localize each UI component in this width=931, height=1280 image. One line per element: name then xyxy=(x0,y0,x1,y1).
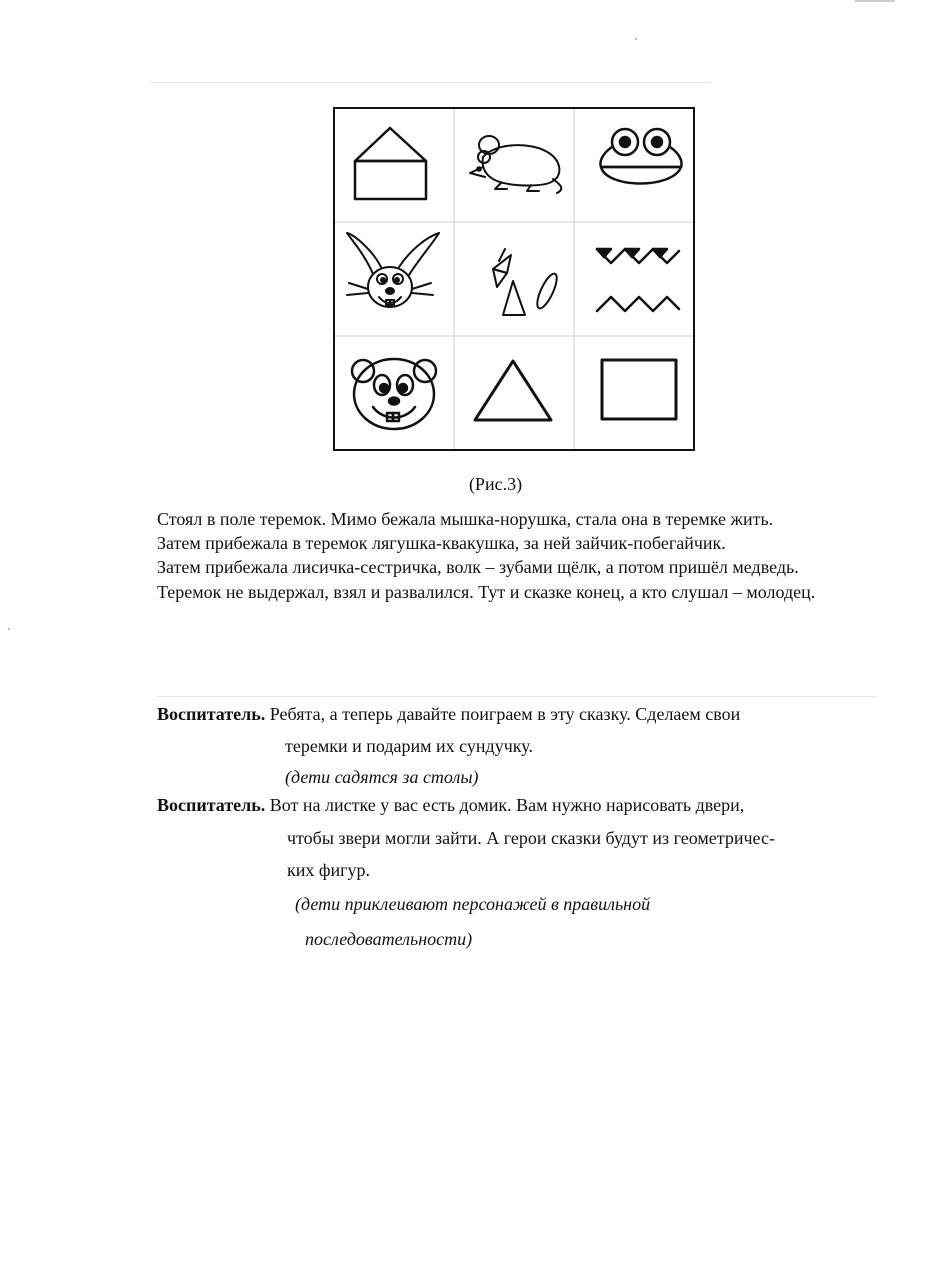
speaker-label: Воспитатель. xyxy=(157,704,266,724)
square-icon xyxy=(602,360,676,419)
triangle-icon xyxy=(475,361,551,420)
dialogue-text: чтобы звери могли зайти. А герои сказки будут из геометричес- xyxy=(287,828,775,848)
speaker-label: Воспитатель. xyxy=(157,795,266,815)
house-icon xyxy=(355,128,426,199)
story-text xyxy=(157,507,857,604)
story-line: Затем прибежала в теремок лягушка-квакушка, за ней зайчик-побегайчик. xyxy=(157,533,726,554)
dialogue-text: теремки и подарим их сундучку. xyxy=(285,736,533,756)
story-line: Стоял в поле теремок. Мимо бежала мышка-норушка, стала она в теремке жить. xyxy=(157,509,774,529)
dialogue-text: Вот на листке у вас есть домик. Вам нужно нарисовать двери, xyxy=(269,795,745,815)
story-line: Теремок не выдержал, взял и развалился. Тут и сказке конец, а кто слушал – молодец. xyxy=(157,581,816,602)
figure-grid xyxy=(333,107,695,451)
zigzag-icon xyxy=(597,249,679,311)
dialogue-text: ких фигур. xyxy=(287,860,371,880)
scan-speck xyxy=(635,38,637,40)
stage-note: последовательности) xyxy=(305,929,473,949)
stage-note: (дети садятся за столы) xyxy=(285,767,479,787)
stage-note: (дети приклеивают персонажей в правильной xyxy=(295,894,651,914)
fox-shapes-icon xyxy=(493,249,560,315)
rabbit-icon xyxy=(347,233,439,307)
story-line: Затем прибежала лисичка-сестричка, волк – зубами щёлк, а потом пришёл медведь. xyxy=(157,557,799,578)
dialogue-text: Ребята, а теперь давайте поиграем в эту сказку. Сделаем свои xyxy=(269,704,741,724)
dialogue-line xyxy=(157,704,740,725)
bear-icon xyxy=(352,359,436,429)
mouse-icon xyxy=(470,136,561,193)
figure-caption: (Рис.3) xyxy=(468,474,523,494)
frog-icon xyxy=(600,129,681,184)
scan-speck xyxy=(8,628,10,630)
figure-grid-drawing xyxy=(335,109,693,449)
scan-speck xyxy=(150,82,710,83)
dialogue-line xyxy=(157,795,744,816)
scan-speck xyxy=(157,696,877,697)
scan-speck xyxy=(855,0,895,2)
